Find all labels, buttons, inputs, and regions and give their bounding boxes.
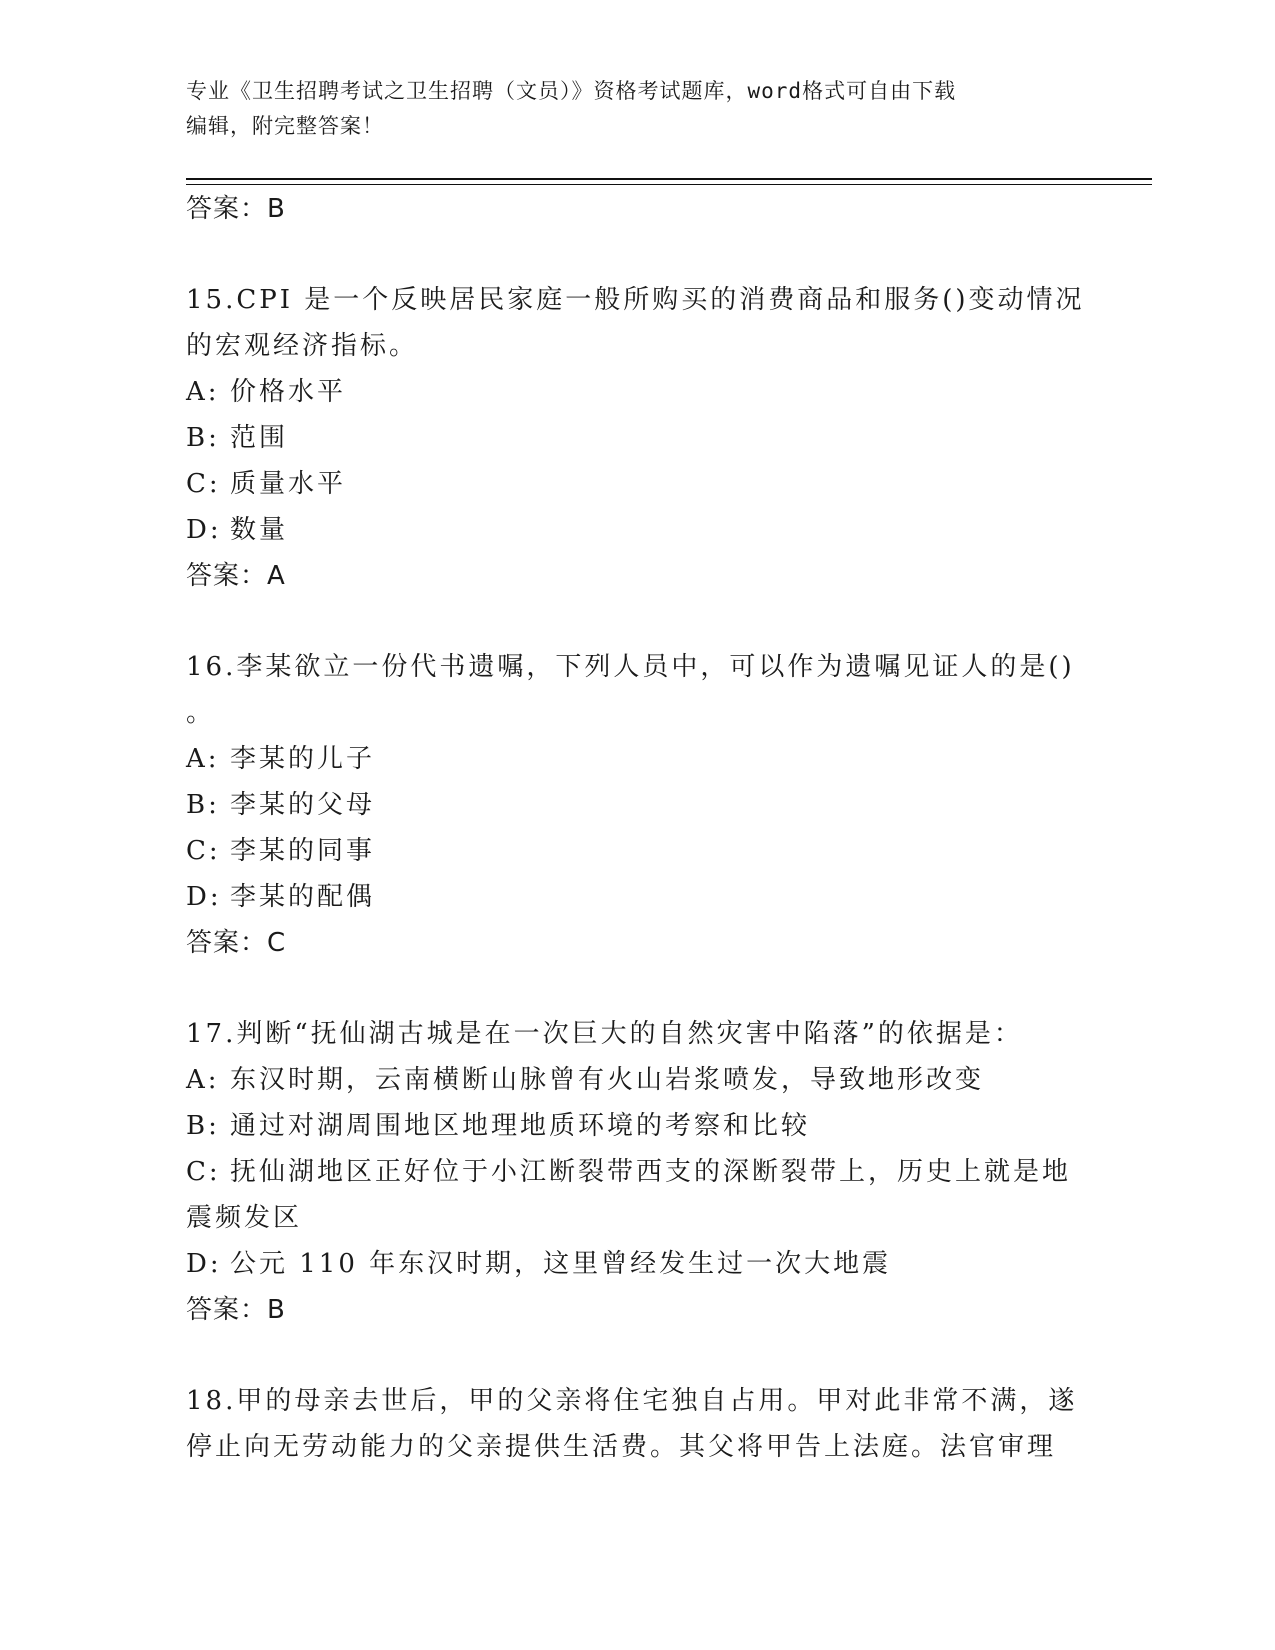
question-stem-line: 17.判断“抚仙湖古城是在一次巨大的自然灾害中陷落”的依据是： [186,1019,1023,1049]
option-text: 李某的儿子 [230,744,376,774]
question-stem-line: 15.CPI 是一个反映居民家庭一般所购买的消费商品和服务()变动情况 [186,285,1085,315]
option-a [186,369,1086,415]
option-b [186,1103,1086,1149]
option-c-continuation: 震频发区 [186,1203,303,1233]
question-content [186,186,1086,1470]
question-stem-line: 。 [186,698,216,728]
question-stem-line: 16.李某欲立一份代书遗嘱，下列人员中，可以作为遗嘱见证人的是() [186,652,1075,682]
option-letter: D: [186,882,222,912]
spacer [186,232,1086,277]
option-letter: B: [186,1111,220,1141]
option-a [186,736,1086,782]
option-d [186,1241,1086,1287]
question-stem-line: 的宏观经济指标。 [186,331,419,361]
option-letter: A: [186,377,220,407]
question-18 [186,1378,1086,1470]
option-letter: C: [186,1157,221,1187]
answer-line: 答案：A [186,561,286,591]
option-d [186,874,1086,920]
spacer [186,599,1086,644]
question-17 [186,1011,1086,1333]
option-text: 李某的父母 [230,790,376,820]
option-text: 范围 [230,423,289,453]
option-text: 质量水平 [230,469,347,499]
option-letter: D: [186,1249,222,1279]
option-letter: C: [186,469,221,499]
option-text: 数量 [230,515,289,545]
question-stem-line: 18.甲的母亲去世后，甲的父亲将住宅独自占用。甲对此非常不满，遂 [186,1386,1078,1416]
option-b [186,782,1086,828]
spacer [186,1333,1086,1378]
option-d [186,507,1086,553]
option-c [186,461,1086,507]
option-text: 李某的配偶 [230,882,376,912]
option-letter: B: [186,423,220,453]
header-line-1: 专业《卫生招聘考试之卫生招聘（文员）》资格考试题库，word格式可自由下载 [186,79,957,103]
option-letter: D: [186,515,222,545]
header-line-2: 编辑，附完整答案！ [186,114,384,138]
header-rule-thin [186,184,1152,185]
option-text: 东汉时期，云南横断山脉曾有火山岩浆喷发，导致地形改变 [230,1065,985,1095]
option-c [186,828,1086,874]
option-letter: A: [186,1065,220,1095]
option-text: 李某的同事 [230,836,376,866]
option-text: 价格水平 [230,377,347,407]
question-15 [186,277,1086,599]
previous-answer: 答案：B [186,194,286,224]
option-text: 通过对湖周围地区地理地质环境的考察和比较 [230,1111,811,1141]
option-b [186,415,1086,461]
spacer [186,966,1086,1011]
option-letter: B: [186,790,220,820]
option-text: 公元 110 年东汉时期，这里曾经发生过一次大地震 [230,1249,892,1279]
answer-line: 答案：C [186,928,287,958]
question-16 [186,644,1086,966]
option-a [186,1057,1086,1103]
option-c [186,1149,1086,1195]
header-rule-thick [186,178,1152,180]
option-letter: C: [186,836,221,866]
document-header [186,74,1086,144]
answer-line: 答案：B [186,1295,286,1325]
option-text: 抚仙湖地区正好位于小江断裂带西支的深断裂带上，历史上就是地 [230,1157,1072,1187]
question-stem-line: 停止向无劳动能力的父亲提供生活费。其父将甲告上法庭。法官审理 [186,1432,1057,1462]
option-letter: A: [186,744,220,774]
